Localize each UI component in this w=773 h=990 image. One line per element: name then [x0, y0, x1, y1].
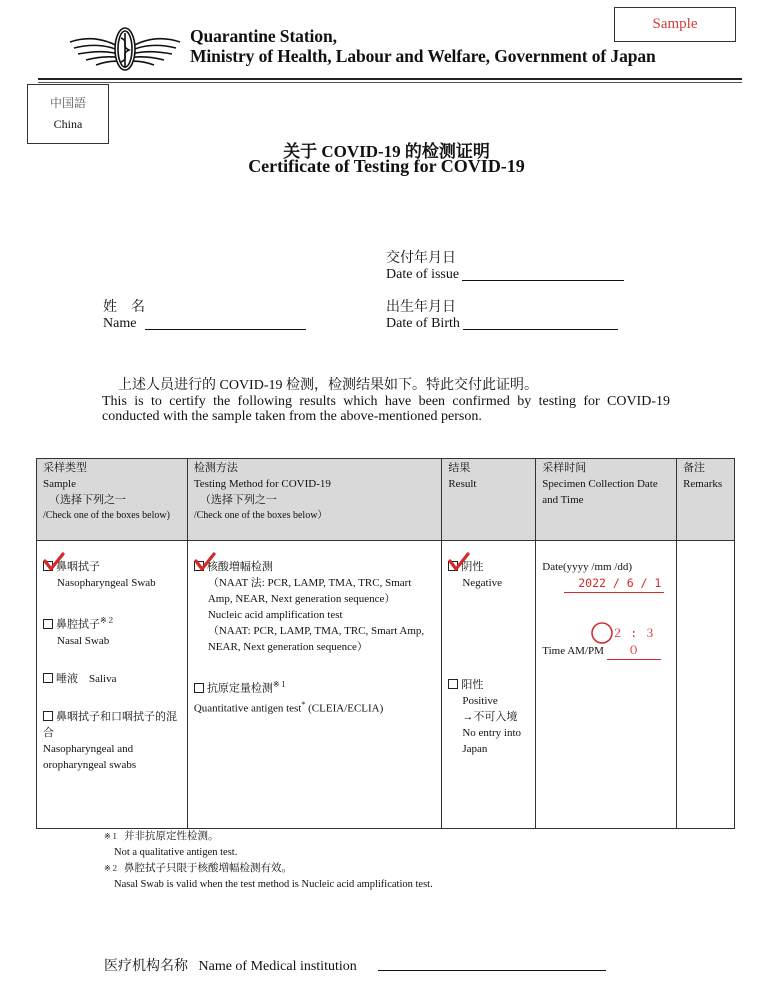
header-method-note-en: /Check one of the boxes below） — [193, 510, 328, 521]
birth-date-field[interactable] — [463, 329, 618, 330]
checkbox[interactable] — [43, 619, 53, 629]
header-divider-thin — [38, 82, 742, 83]
option-label-en: Nasal Swab — [57, 634, 110, 647]
option-label-zh: 阳性 — [461, 679, 484, 691]
time-label: Time AM/PM — [542, 645, 604, 657]
sample-options — [37, 541, 188, 829]
institution-label-zh: 医疗机构名称 — [104, 959, 188, 974]
checkmark-sample — [43, 552, 65, 572]
option-positive[interactable] — [448, 677, 529, 693]
name-label — [103, 300, 145, 332]
title-en: Certificate of Testing for COVID-19 — [248, 156, 525, 176]
issue-date-label-zh: 交付年月日 — [386, 251, 456, 266]
option-label-zh: 鼻咽拭子 — [56, 561, 100, 573]
pm-circle — [590, 621, 614, 645]
institution-label — [104, 955, 357, 975]
issue-date-label — [386, 251, 459, 283]
no-entry-en: No entry into Japan — [462, 727, 522, 755]
option-label-en: Negative — [462, 577, 503, 589]
antigen-en-tail: (CLEIA/ECLIA) — [305, 702, 384, 715]
method-options — [187, 541, 442, 829]
birth-date-label-zh: 出生年月日 — [386, 300, 456, 315]
header-sample-zh: 采样类型 — [43, 462, 87, 474]
option-nasal-swab[interactable] — [43, 613, 181, 633]
checkbox[interactable] — [448, 679, 458, 689]
results-table — [36, 458, 735, 829]
institution-field[interactable] — [378, 970, 606, 971]
checkbox[interactable] — [43, 711, 53, 721]
table-header-row — [37, 459, 735, 541]
intro-text — [102, 378, 670, 425]
header-sample-note-en: /Check one of the boxes below) — [43, 510, 170, 521]
option-detail-en: （NAAT: PCR, LAMP, TMA, TRC, Smart Amp, NEAR, Next generation sequence） — [207, 625, 425, 653]
header-remarks — [677, 459, 735, 541]
option-label-en: Nasopharyngeal Swab — [57, 577, 156, 589]
option-label-zh: 鼻咽拭子和口咽拭子的混合 — [43, 710, 177, 739]
option-label-en: Nucleic acid amplification test — [207, 609, 343, 621]
header-remarks-zh: 备注 — [683, 462, 706, 474]
checkbox[interactable] — [43, 673, 53, 683]
title-zh: 关于 COVID-19 的检测证明 — [283, 142, 490, 161]
name-field[interactable] — [145, 329, 306, 330]
birth-date-label-en: Date of Birth — [386, 316, 460, 331]
header-divider — [38, 78, 742, 80]
footnote-2 — [104, 861, 433, 877]
option-label-zh: 抗原定量检测 — [206, 682, 273, 695]
institution-label-en: Name of Medical institution — [198, 959, 357, 974]
table-body-row — [37, 541, 735, 829]
footnote-mark: ※１ — [104, 832, 119, 841]
option-detail-zh: （NAAT 法: PCR, LAMP, TMA, TRC, Smart Amp, NEAR, Next generation sequence） — [207, 577, 412, 605]
footnote-1 — [104, 829, 433, 845]
footnote-mark: ※２ — [104, 864, 119, 873]
footnote-2-zh: 鼻腔拭子只限于核酸増幅检测有效。 — [123, 863, 292, 874]
result-options — [442, 541, 536, 829]
option-label-zh: 唾液 — [56, 672, 78, 685]
birth-date-label — [386, 300, 460, 332]
footnote-2-en: Nasal Swab is valid when the test method is Nucleic acid amplification test. — [114, 879, 433, 890]
header-time-en: Specimen Collection Date and Time — [542, 478, 658, 506]
footnotes — [104, 829, 433, 893]
option-label-en — [194, 697, 436, 717]
checkmark-method — [194, 552, 216, 572]
option-mixed-swabs[interactable] — [43, 709, 181, 741]
issue-date-field[interactable] — [462, 280, 624, 281]
footnote-1-zh: 并非抗原定性检测。 — [123, 831, 219, 842]
header-sample-en: Sample — [43, 478, 76, 490]
header-result — [442, 459, 536, 541]
time-row — [542, 625, 670, 660]
language-en: China — [53, 117, 83, 131]
option-label-en: Nasopharyngeal and oropharyngeal swabs — [43, 742, 137, 771]
header-sample — [37, 459, 188, 541]
header-result-en: Result — [448, 478, 477, 490]
date-value-field[interactable] — [564, 575, 664, 593]
language-box — [27, 84, 109, 144]
organization-name — [190, 26, 656, 66]
footnote-1-en: Not a qualitative antigen test. — [114, 847, 238, 858]
org-line-2: Ministry of Health, Labour and Welfare, Government of Japan — [190, 46, 656, 66]
footnote-mark: ※２ — [100, 616, 115, 625]
name-label-en: Name — [103, 316, 137, 331]
header-result-zh: 结果 — [448, 462, 471, 474]
intro-zh: 上述人员进行的 COVID-19 检测，检测结果如下。特此交付此证明。 — [118, 378, 538, 393]
footnote-mark: * — [301, 699, 306, 709]
option-label-zh: 阴性 — [461, 561, 484, 573]
issue-date-label-en: Date of issue — [386, 267, 460, 282]
header-time — [536, 459, 677, 541]
checkmark-result — [448, 552, 470, 572]
option-label-en: Saliva — [89, 672, 117, 685]
option-naat[interactable] — [194, 559, 436, 575]
time-value: ２ : ３ ０ — [611, 626, 656, 657]
date-value: 2022 / 6 / 1 — [578, 576, 662, 590]
org-line-1: Quarantine Station, — [190, 26, 337, 46]
option-label-zh: 鼻腔拭子 — [56, 618, 100, 631]
language-zh: 中国語 — [49, 96, 86, 110]
antigen-en-text: Quantitative antigen test — [193, 702, 302, 715]
option-label-en: Positive — [462, 695, 498, 707]
option-saliva[interactable] — [43, 671, 181, 687]
header-method-en: Testing Method for COVID-19 — [193, 478, 331, 490]
sample-stamp: Sample — [614, 7, 736, 42]
header-remarks-en: Remarks — [683, 478, 723, 490]
date-label: Date(yyyy /mm /dd) — [542, 561, 633, 573]
checkbox[interactable] — [194, 683, 204, 693]
intro-en: This is to certify the following results which have been confirmed by testing for COVID-19 conducted with the sample taken from the above-mentioned person. — [102, 393, 670, 424]
name-label-zh: 姓 名 — [103, 300, 145, 315]
option-antigen[interactable] — [194, 677, 436, 697]
footnote-mark: ※１ — [272, 680, 288, 689]
time-value-field[interactable] — [607, 625, 661, 660]
collection-time — [536, 541, 677, 829]
header-method-note-zh: （选择下列之一 — [199, 494, 277, 506]
quarantine-logo — [66, 24, 184, 76]
header-method — [187, 459, 442, 541]
no-entry-zh: →不可入境 — [462, 711, 518, 723]
header-time-zh: 采样时间 — [542, 462, 587, 474]
header-sample-note-zh: （选择下列之一 — [49, 494, 126, 506]
remarks-cell[interactable] — [677, 541, 735, 829]
header-method-zh: 检测方法 — [193, 462, 238, 474]
option-label-zh: 核酸増幅检测 — [206, 561, 273, 573]
